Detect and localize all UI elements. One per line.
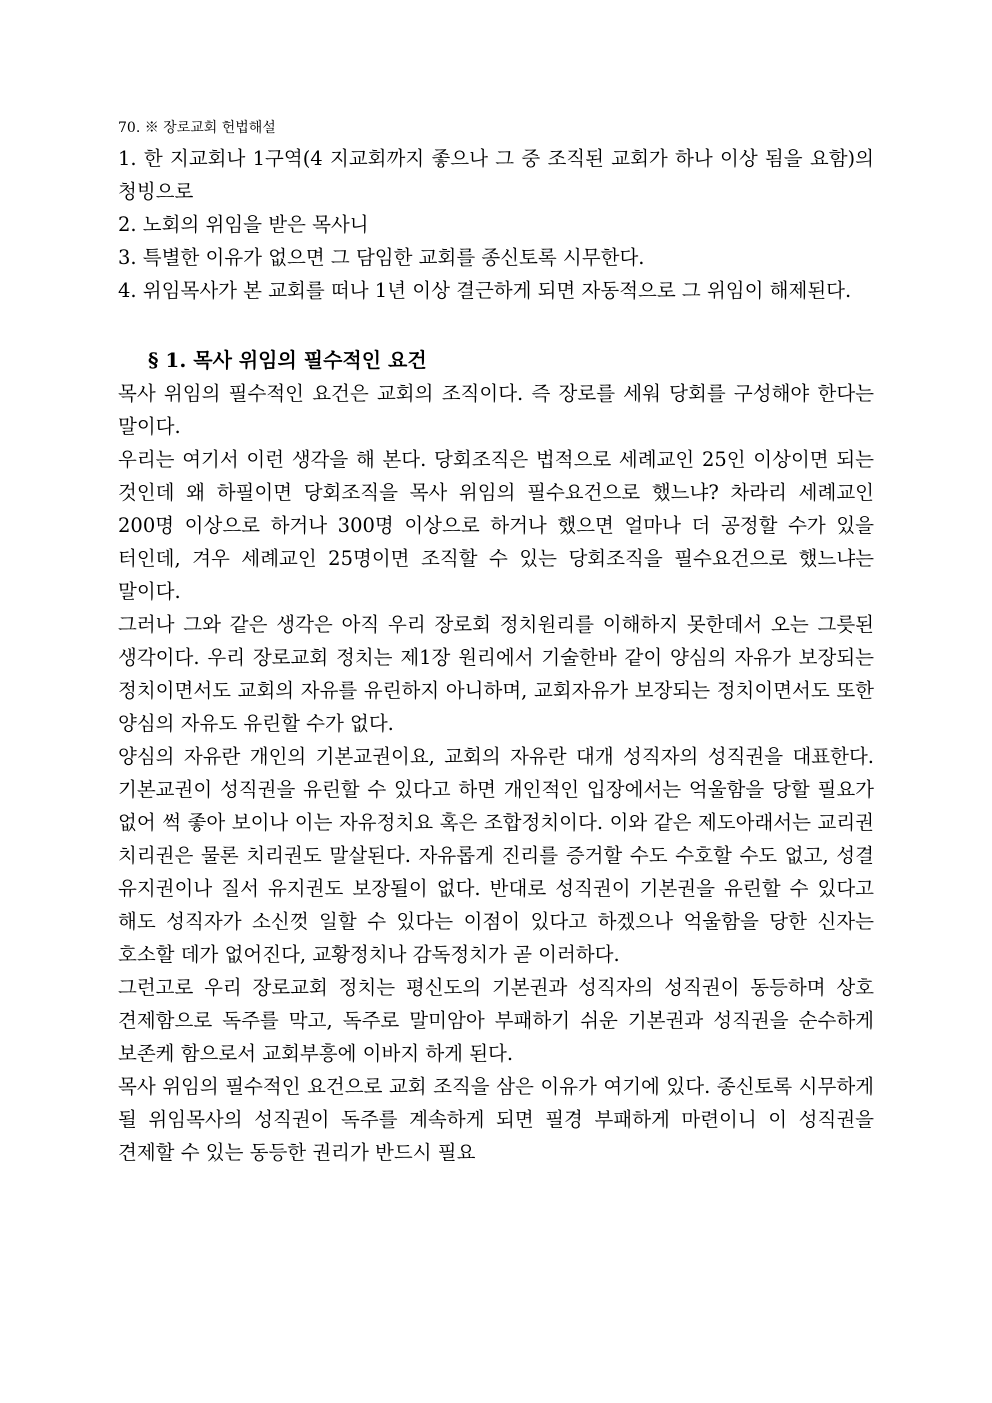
requirements-list (118, 142, 874, 307)
paragraph: 목사 위임의 필수적인 요건은 교회의 조직이다. 즉 장로를 세워 당회를 구성해야 한다는 말이다. (118, 382, 874, 438)
page-header: 70. ※ 장로교회 헌법해설 (118, 120, 276, 136)
paragraph: 양심의 자유란 개인의 기본교권이요, 교회의 자유란 대개 성직자의 성직권을 대표한다. 기본교권이 성직권을 유린할 수 있다고 하면 개인적인 입장에서는 억울함을 당할 필요가 없어 썩 좋아 보이나 이는 자유정치요 혹은 조합정치이다. 이와 같은 제도아래서는 교리권 치리권은 물론 치리권도 말살된다. 자유롭게 진리를 증거할 수도 수호할 수도 없고, 성결 유지권이나 질서 유지권도 보장될이 없다. 반대로 성직권이 기본권을 유린할 수 있다고 해도 성직자가 소신껏 일할 수 있다는 이점이 있다고 하겠으나 억울함을 당한 신자는 호소할 데가 없어진다, 교황정치나 감독정치가 곧 이러하다. (118, 745, 874, 966)
paragraph: 목사 위임의 필수적인 요건으로 교회 조직을 삼은 이유가 여기에 있다. 종신토록 시무하게 될 위임목사의 성직권이 독주를 계속하게 되면 필경 부패하게 마련이니 이 성직권을 견제할 수 있는 동등한 권리가 반드시 필요 (118, 1075, 874, 1164)
paragraph: 우리는 여기서 이런 생각을 해 본다. 당회조직은 법적으로 세례교인 25인 이상이면 되는 것인데 왜 하필이면 당회조직을 목사 위임의 필수요건으로 했느냐? 차라리 세례교인 200명 이상으로 하거나 300명 이상으로 하거나 했으면 얼마나 더 공정할 수가 있을 터인데, 겨우 세례교인 25명이면 조직할 수 있는 당회조직을 필수요건으로 했느냐는 말이다. (118, 448, 874, 603)
document-page (118, 118, 874, 1169)
spacer (118, 307, 874, 343)
paragraph: 그러나 그와 같은 생각은 아직 우리 장로회 정치원리를 이해하지 못한데서 오는 그릇된 생각이다. 우리 장로교회 정치는 제1장 원리에서 기술한바 같이 양심의 자유가 보장되는 정치이면서도 교회의 자유를 유린하지 아니하며, 교회자유가 보장되는 정치이면서도 또한 양심의 자유도 유린할 수가 없다. (118, 613, 874, 735)
list-item: 2. 노회의 위임을 받은 목사니 (118, 213, 369, 236)
section-body (118, 377, 874, 1169)
list-item: 3. 특별한 이유가 없으면 그 담임한 교회를 종신토록 시무한다. (118, 246, 645, 269)
paragraph: 그런고로 우리 장로교회 정치는 평신도의 기본권과 성직자의 성직권이 동등하며 상호 견제함으로 독주를 막고, 독주로 말미암아 부패하기 쉬운 기본권과 성직권을 순수하게 보존케 함으로서 교회부흥에 이바지 하게 된다. (118, 976, 874, 1065)
section-title: § 1. 목사 위임의 필수적인 요건 (148, 348, 427, 372)
list-item: 4. 위임목사가 본 교회를 떠나 1년 이상 결근하게 되면 자동적으로 그 위임이 해제된다. (118, 279, 852, 302)
list-item: 1. 한 지교회나 1구역(4 지교회까지 좋으나 그 중 조직된 교회가 하나 이상 됨을 요함)의 청빙으로 (118, 147, 874, 203)
